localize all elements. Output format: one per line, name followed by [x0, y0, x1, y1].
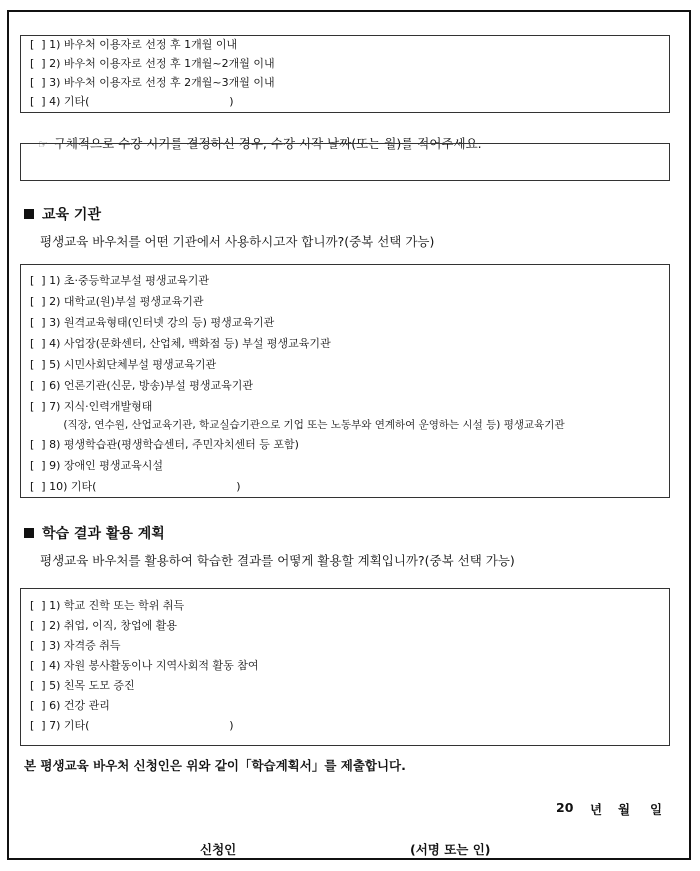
plan-option[interactable]: [ ] 3) 자격증 취득 — [30, 639, 121, 652]
institution-option[interactable]: [ ] 10) 기타( ) — [30, 480, 241, 493]
signature-label[interactable]: (서명 또는 인) — [410, 842, 491, 857]
institution-heading-text: 교육 기관 — [42, 207, 101, 223]
pointing-hand-icon: ☞ — [37, 138, 48, 151]
plan-heading — [24, 523, 165, 543]
date-month-unit: 월 — [618, 802, 631, 817]
plan-option[interactable]: [ ] 4) 자원 봉사활동이나 지역사회적 활동 참여 — [30, 659, 259, 672]
timing-option[interactable]: [ ] 4) 기타( ) — [30, 95, 234, 108]
timing-option[interactable]: [ ] 2) 바우처 이용자로 선정 후 1개월~2개월 이내 — [30, 57, 275, 70]
institution-option[interactable]: [ ] 1) 초·중등학교부설 평생교육기관 — [30, 274, 209, 287]
applicant-label: 신청인 — [200, 842, 237, 857]
plan-option[interactable]: [ ] 5) 친목 도모 증진 — [30, 679, 135, 692]
plan-heading-text: 학습 결과 활용 계획 — [42, 526, 165, 542]
institution-option-detail: (직장, 연수원, 산업교육기관, 학교실습기관으로 기업 또는 노동부와 연계하여 운영하는 시설 등) 평생교육기관 — [30, 419, 565, 431]
institution-question: 평생교육 바우처를 어떤 기관에서 사용하시고자 합니까?(중복 선택 가능) — [40, 234, 435, 249]
square-bullet-icon — [24, 528, 34, 538]
date-year-unit: 년 — [590, 802, 603, 817]
institution-option[interactable]: [ ] 9) 장애인 평생교육시설 — [30, 459, 163, 472]
institution-option[interactable]: [ ] 5) 시민사회단체부설 평생교육기관 — [30, 358, 217, 371]
timing-option[interactable]: [ ] 1) 바우처 이용자로 선정 후 1개월 이내 — [30, 38, 238, 51]
plan-option[interactable]: [ ] 7) 기타( ) — [30, 719, 234, 732]
timing-option[interactable]: [ ] 3) 바우처 이용자로 선정 후 2개월~3개월 이내 — [30, 76, 275, 89]
start-date-note-text: 구체적으로 수강 시기를 결정하신 경우, 수강 시작 날짜(또는 월)를 적어주세요. — [53, 136, 482, 151]
plan-option[interactable]: [ ] 1) 학교 진학 또는 학위 취득 — [30, 599, 185, 612]
square-bullet-icon — [24, 209, 34, 219]
institution-option[interactable]: [ ] 4) 사업장(문화센터, 산업체, 백화점 등) 부설 평생교육기관 — [30, 337, 331, 350]
date-year[interactable]: 20 — [556, 800, 574, 815]
plan-option[interactable]: [ ] 2) 취업, 이직, 창업에 활용 — [30, 619, 177, 632]
date-day-unit: 일 — [650, 802, 663, 817]
institution-option[interactable]: [ ] 8) 평생학습관(평생학습센터, 주민자치센터 등 포함) — [30, 438, 299, 451]
plan-question: 평생교육 바우처를 활용하여 학습한 결과를 어떻게 활용할 계획입니까?(중복 선택 가능) — [40, 553, 515, 568]
submission-statement: 본 평생교육 바우처 신청인은 위와 같이「학습계획서」를 제출합니다. — [24, 758, 406, 773]
institution-option[interactable]: [ ] 3) 원격교육형태(인터넷 강의 등) 평생교육기관 — [30, 316, 275, 329]
start-date-answer-box[interactable] — [20, 143, 670, 181]
institution-option[interactable]: [ ] 7) 지식·인력개발형태 — [30, 400, 153, 413]
plan-option[interactable]: [ ] 6) 건강 관리 — [30, 699, 110, 712]
institution-option[interactable]: [ ] 6) 언론기관(신문, 방송)부설 평생교육기관 — [30, 379, 253, 392]
institution-option[interactable]: [ ] 2) 대학교(원)부설 평생교육기관 — [30, 295, 204, 308]
institution-heading — [24, 204, 101, 224]
